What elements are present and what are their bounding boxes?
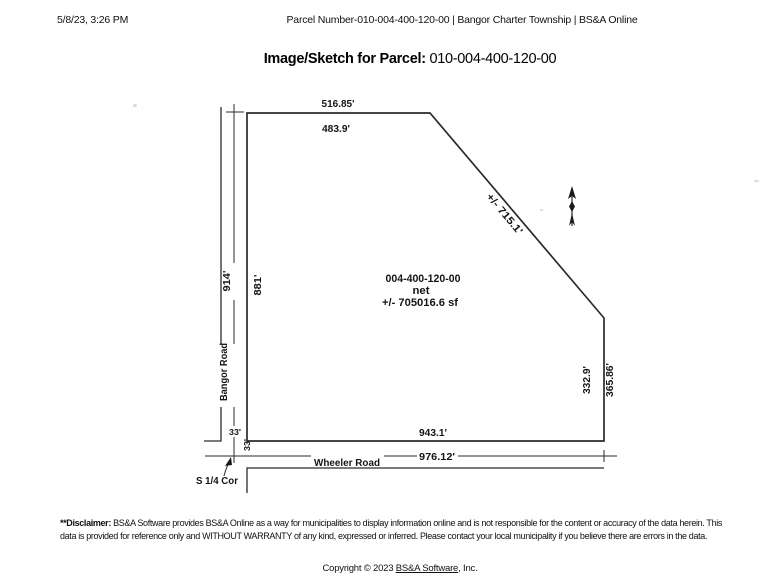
dim-road-halfwidth-west: 33' xyxy=(229,427,241,437)
wheeler-road-south-edge-line xyxy=(247,468,604,493)
dim-diagonal: +/- 715.1' xyxy=(483,191,522,233)
page-title-label: Image/Sketch for Parcel: xyxy=(263,51,426,67)
parcel-sketch-image xyxy=(0,88,784,500)
dim-top-outer: 516.85' xyxy=(321,98,355,110)
disclaimer-label: **Disclaimer: xyxy=(60,518,111,528)
dim-east-outer: 365.86' xyxy=(604,362,616,397)
parcel-area-label: +/- 705016.6 sf xyxy=(382,297,459,309)
dim-top-inner: 483.9' xyxy=(322,123,350,135)
scan-speck xyxy=(754,180,759,182)
dim-road-halfwidth-south: 33' xyxy=(242,439,252,451)
section-corner-arrowhead xyxy=(225,457,232,466)
dim-bottom-inner: 943.1' xyxy=(419,427,447,439)
page-title xyxy=(0,51,784,67)
page-title-parcel-number: 010-004-400-120-00 xyxy=(429,51,557,67)
parcel-net-label: net xyxy=(412,285,430,297)
print-document-title: Parcel Number-010-004-400-120-00 | Bangor Charter Township | BS&A Online xyxy=(286,14,638,26)
dim-west-outer: 914' xyxy=(221,271,233,292)
disclaimer-text xyxy=(60,517,728,543)
road-label-south: Wheeler Road xyxy=(314,457,380,469)
copyright-prefix: Copyright © 2023 xyxy=(322,563,394,574)
parcel-id-label: 004-400-120-00 xyxy=(385,273,461,285)
copyright-line xyxy=(0,563,784,574)
dim-east-inner: 332.9' xyxy=(581,365,593,394)
road-label-west: Bangor Road xyxy=(218,335,230,401)
section-corner-label: S 1/4 Cor xyxy=(196,475,238,487)
print-datetime: 5/8/23, 3:26 PM xyxy=(57,14,129,26)
copyright-suffix: , Inc. xyxy=(458,563,478,574)
disclaimer-body: BS&A Software provides BS&A Online as a way for municipalities to display information online and is not responsible for the content or accuracy of the data herein. This data is provided for reference only and WITHOUT WARRANTY of any kind, expressed or inferred. Please contact your local municipality if you believe there are errors in the data. xyxy=(60,518,723,541)
north-arrow-icon xyxy=(568,186,576,226)
scan-speck xyxy=(133,104,137,107)
dim-bottom-outer: 976.12' xyxy=(419,451,455,463)
copyright-company-link[interactable]: BS&A Software xyxy=(395,563,459,574)
dim-west-inner: 881' xyxy=(252,275,264,296)
scan-speck xyxy=(540,209,543,211)
